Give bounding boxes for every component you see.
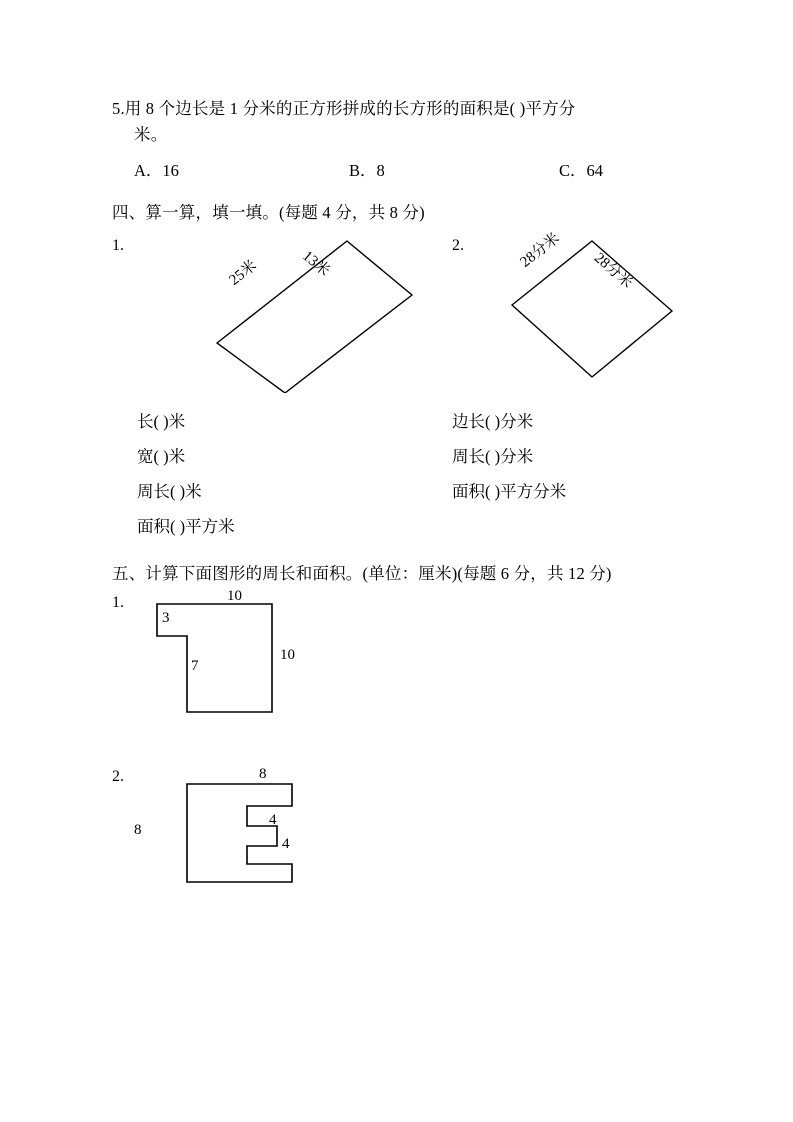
option-b[interactable]: B．8: [349, 161, 385, 181]
question-5: [112, 96, 682, 122]
option-c[interactable]: C．64: [559, 161, 604, 181]
question-5-text-line2: 米。: [134, 124, 168, 144]
worksheet-content: [112, 96, 682, 904]
square2-right-side-label: 28分米: [590, 250, 636, 292]
fillin-row-1: [112, 408, 682, 443]
fillin-row-3: [112, 478, 682, 513]
shape2-top-dim: 8: [259, 766, 267, 783]
item1-blank-perimeter[interactable]: 周长( )米: [137, 482, 202, 502]
section-4-figures: [112, 230, 682, 408]
shape1-left-small-dim: 3: [162, 610, 170, 627]
section-4-heading: 四、算一算，填一填。(每题 4 分，共 8 分): [112, 203, 425, 223]
item2-blank-side[interactable]: 边长( )分米: [452, 412, 534, 432]
item2-blank-perimeter[interactable]: 周长( )分米: [452, 447, 534, 467]
shape1-right-dim: 10: [280, 647, 295, 664]
section5-shape1-number: 1.: [112, 594, 124, 612]
rect1-short-side-label: 13米: [299, 248, 333, 280]
shape1-top-dim: 10: [227, 588, 242, 605]
question-5-options: [134, 157, 682, 179]
item1-blank-width[interactable]: 宽( )米: [137, 447, 186, 467]
shape2-left-dim: 8: [134, 822, 142, 839]
shape2-inner-vertical-dim: 4: [269, 812, 277, 829]
section5-shape1-block: [112, 588, 682, 732]
shape2-inner-horizontal-dim: 4: [282, 836, 290, 853]
fillin-row-4: [112, 513, 682, 548]
item1-blank-length[interactable]: 长( )米: [137, 412, 186, 432]
fillin-row-2: [112, 443, 682, 478]
section5-shape2-block: [112, 764, 682, 904]
section-5-heading: 五、计算下面图形的周长和面积。(单位：厘米)(每题 6 分，共 12 分): [112, 564, 612, 584]
rect1-long-side-label: 25米: [226, 257, 260, 289]
shape1-inner-dim: 7: [191, 658, 199, 675]
section4-item1-number: 1.: [112, 237, 124, 255]
option-a[interactable]: A．16: [134, 161, 179, 181]
C-shape-2: [147, 764, 337, 884]
item2-blank-area[interactable]: 面积( )平方分米: [452, 482, 567, 502]
section5-shape2-number: 2.: [112, 768, 124, 786]
section4-item2-number: 2.: [452, 237, 464, 255]
question-5-text: 用 8 个边长是 1 分米的正方形拼成的长方形的面积是( )平方分: [124, 99, 576, 118]
L-shape-1: [147, 592, 337, 722]
square2-left-side-label: 28分米: [517, 230, 563, 271]
question-5-number: 5.: [112, 99, 125, 118]
item1-blank-area[interactable]: 面积( )平方米: [137, 517, 235, 537]
